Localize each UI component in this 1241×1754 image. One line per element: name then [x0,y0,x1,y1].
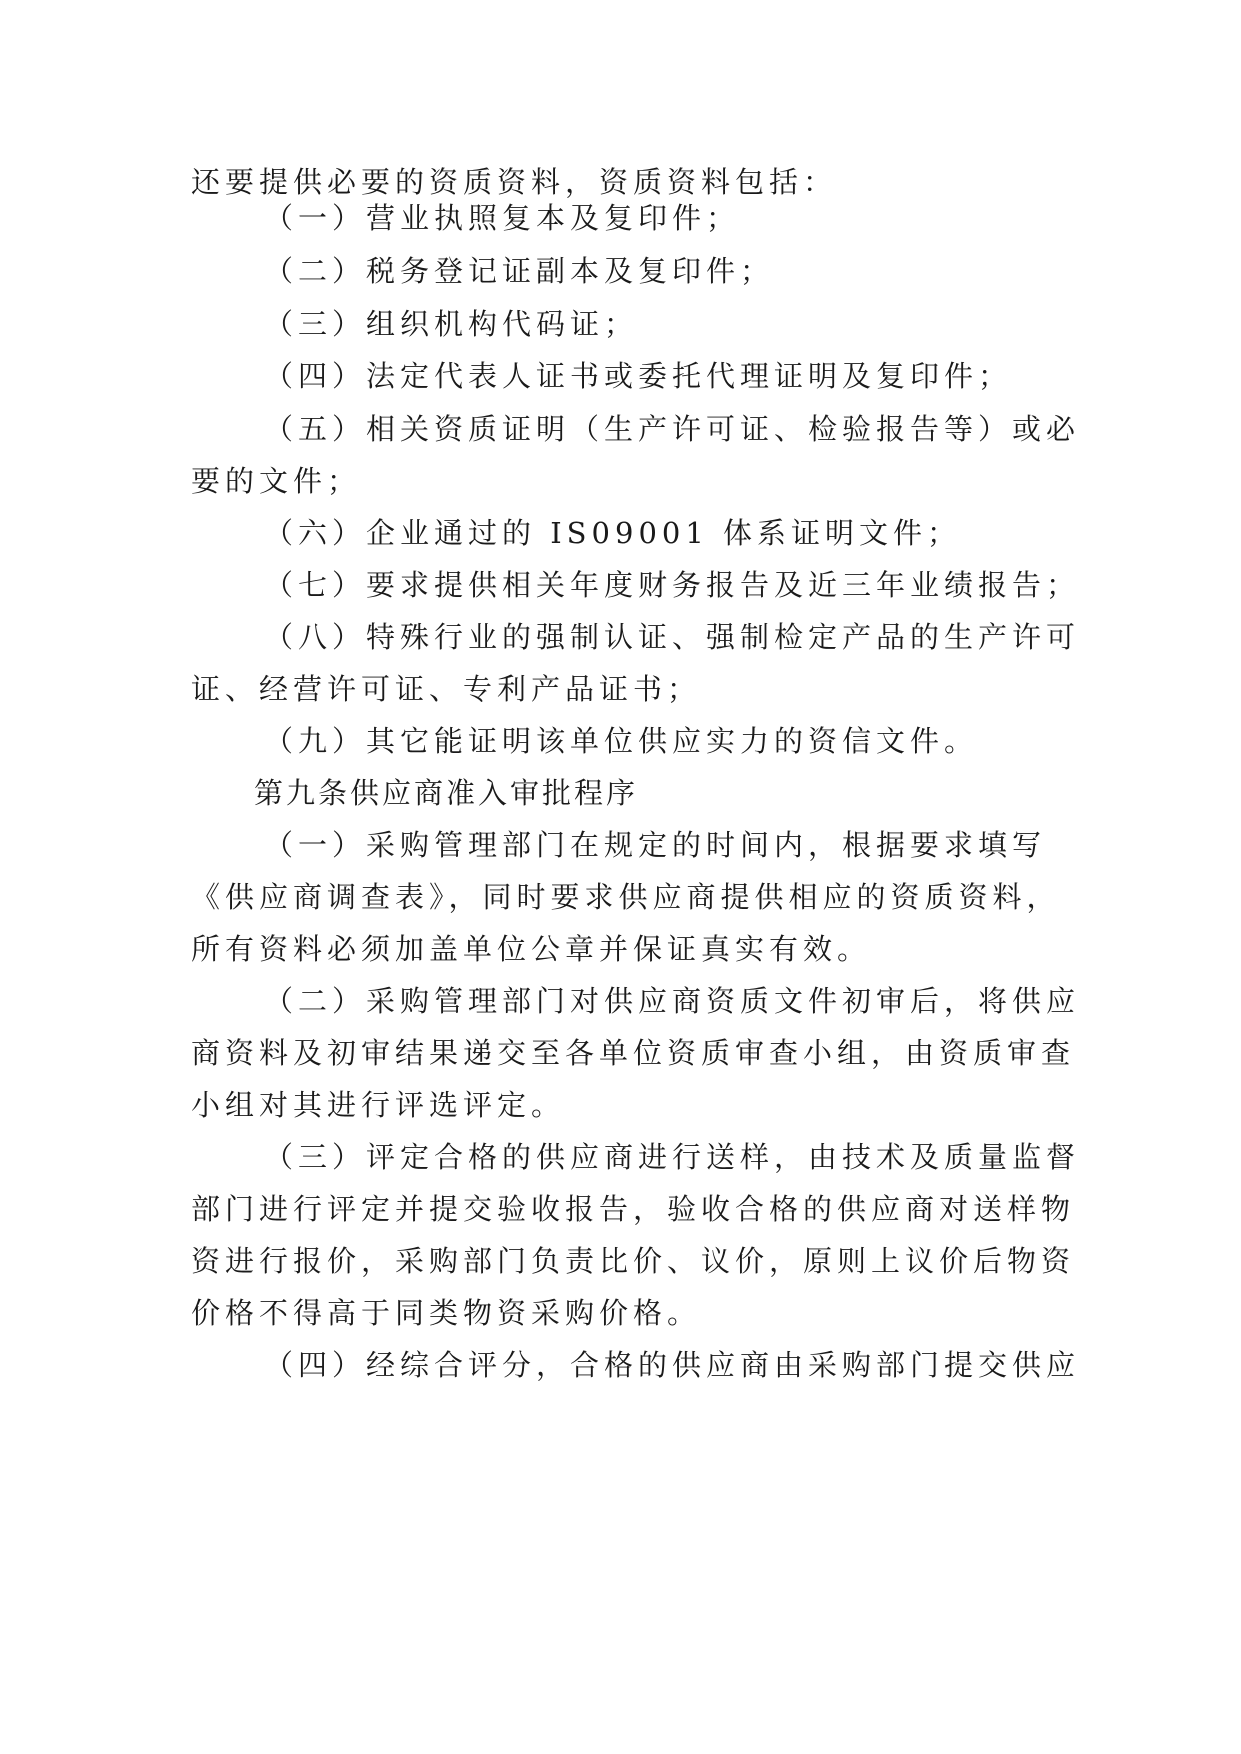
list-item-7: （七）要求提供相关年度财务报告及近三年业绩报告； [264,568,1081,602]
list-item-5: （五）相关资质证明（生产许可证、检验报告等）或必 [264,412,1081,446]
list-item-4: （四）法定代表人证书或委托代理证明及复印件； [264,359,1013,393]
procedure-item-1-line-3: 所有资料必须加盖单位公章并保证真实有效。 [191,932,872,966]
list-item-1: （一）营业执照复本及复印件； [264,201,741,235]
article-heading: 第九条供应商准入审批程序 [254,776,639,810]
text-line-continuation: 还要提供必要的资质资料，资质资料包括： [191,165,838,199]
procedure-item-2: （二）采购管理部门对供应商资质文件初审后，将供应 [264,984,1081,1018]
procedure-item-2-line-3: 小组对其进行评选评定。 [191,1088,566,1122]
list-item-2: （二）税务登记证副本及复印件； [264,254,775,288]
procedure-item-3-line-3: 资进行报价，采购部门负责比价、议价，原则上议价后物资 [191,1244,1076,1278]
list-item-8-continuation: 证、经营许可证、专利产品证书； [191,672,702,706]
list-item-8: （八）特殊行业的强制认证、强制检定产品的生产许可 [264,620,1081,654]
procedure-item-3-line-4: 价格不得高于同类物资采购价格。 [191,1296,702,1330]
procedure-item-3-line-2: 部门进行评定并提交验收报告，验收合格的供应商对送样物 [191,1192,1076,1226]
list-item-9: （九）其它能证明该单位供应实力的资信文件。 [264,724,979,758]
list-item-6: （六）企业通过的 IS09001 体系证明文件； [264,516,962,550]
procedure-item-1-line-2: 《供应商调查表》，同时要求供应商提供相应的资质资料， [191,880,1061,914]
procedure-item-3: （三）评定合格的供应商进行送样，由技术及质量监督 [264,1140,1081,1174]
procedure-item-1: （一）采购管理部门在规定的时间内，根据要求填写 [264,828,1047,862]
list-item-3: （三）组织机构代码证； [264,307,639,341]
procedure-item-4: （四）经综合评分，合格的供应商由采购部门提交供应 [264,1348,1081,1382]
list-item-5-continuation: 要的文件； [191,464,362,498]
procedure-item-2-line-2: 商资料及初审结果递交至各单位资质审查小组，由资质审查 [191,1036,1076,1070]
